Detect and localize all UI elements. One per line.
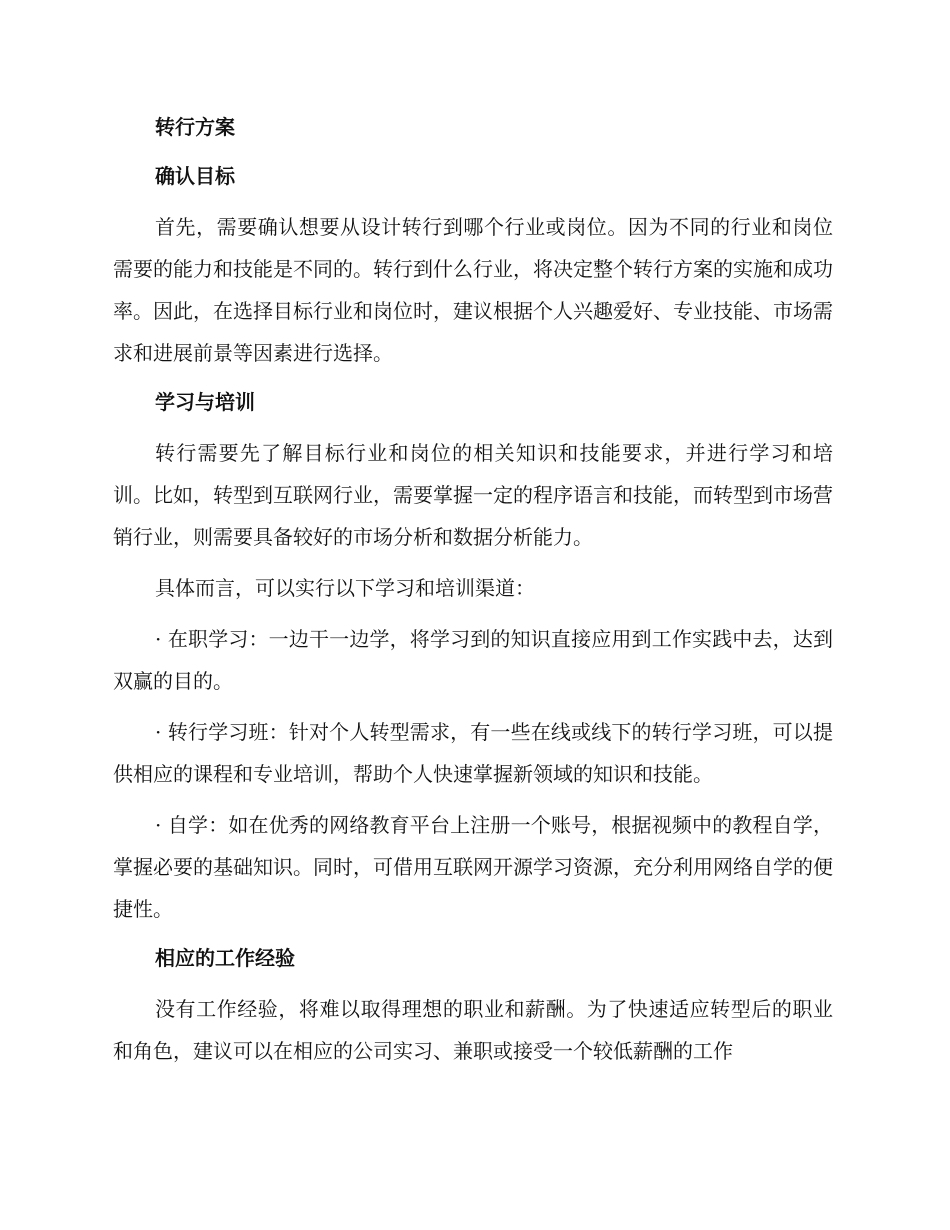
body-paragraph: 具体而言，可以实行以下学习和培训渠道： xyxy=(155,576,535,600)
body-paragraph: 首先，需要确认想要从设计转行到哪个行业或岗位。因为不同的行业和岗位需要的能力和技能是不同的。转行到什么行业，将决定整个转行方案的实施和成功率。因此，在选择目标行业和岗位时，建议根据个人兴趣爱好、专业技能、市场需求和进展前景等因素进行选择。 xyxy=(113,215,833,365)
document-title: 转行方案 xyxy=(155,115,235,139)
body-paragraph: 没有工作经验，将难以取得理想的职业和薪酬。为了快速适应转型后的职业和角色，建议可以在相应的公司实习、兼职或接受一个较低薪酬的工作 xyxy=(113,997,833,1063)
bullet-item: · 转行学习班：针对个人转型需求，有一些在线或线下的转行学习班，可以提供相应的课程和专业培训，帮助个人快速掌握新领域的知识和技能。 xyxy=(113,720,833,786)
document-body xyxy=(113,108,833,1081)
section-heading: 确认目标 xyxy=(155,164,235,188)
bullet-item: · 自学：如在优秀的网络教育平台上注册一个账号，根据视频中的教程自学，掌握必要的基础知识。同时，可借用互联网开源学习资源，充分利用网络自学的便捷性。 xyxy=(113,813,833,921)
section-heading: 学习与培训 xyxy=(155,390,255,414)
body-paragraph: 转行需要先了解目标行业和岗位的相关知识和技能要求，并进行学习和培训。比如，转型到互联网行业，需要掌握一定的程序语言和技能，而转型到市场营销行业，则需要具备较好的市场分析和数据分析能力。 xyxy=(113,441,833,549)
section-heading: 相应的工作经验 xyxy=(155,946,295,970)
bullet-item: · 在职学习：一边干一边学，将学习到的知识直接应用到工作实践中去，达到双赢的目的。 xyxy=(113,627,833,693)
